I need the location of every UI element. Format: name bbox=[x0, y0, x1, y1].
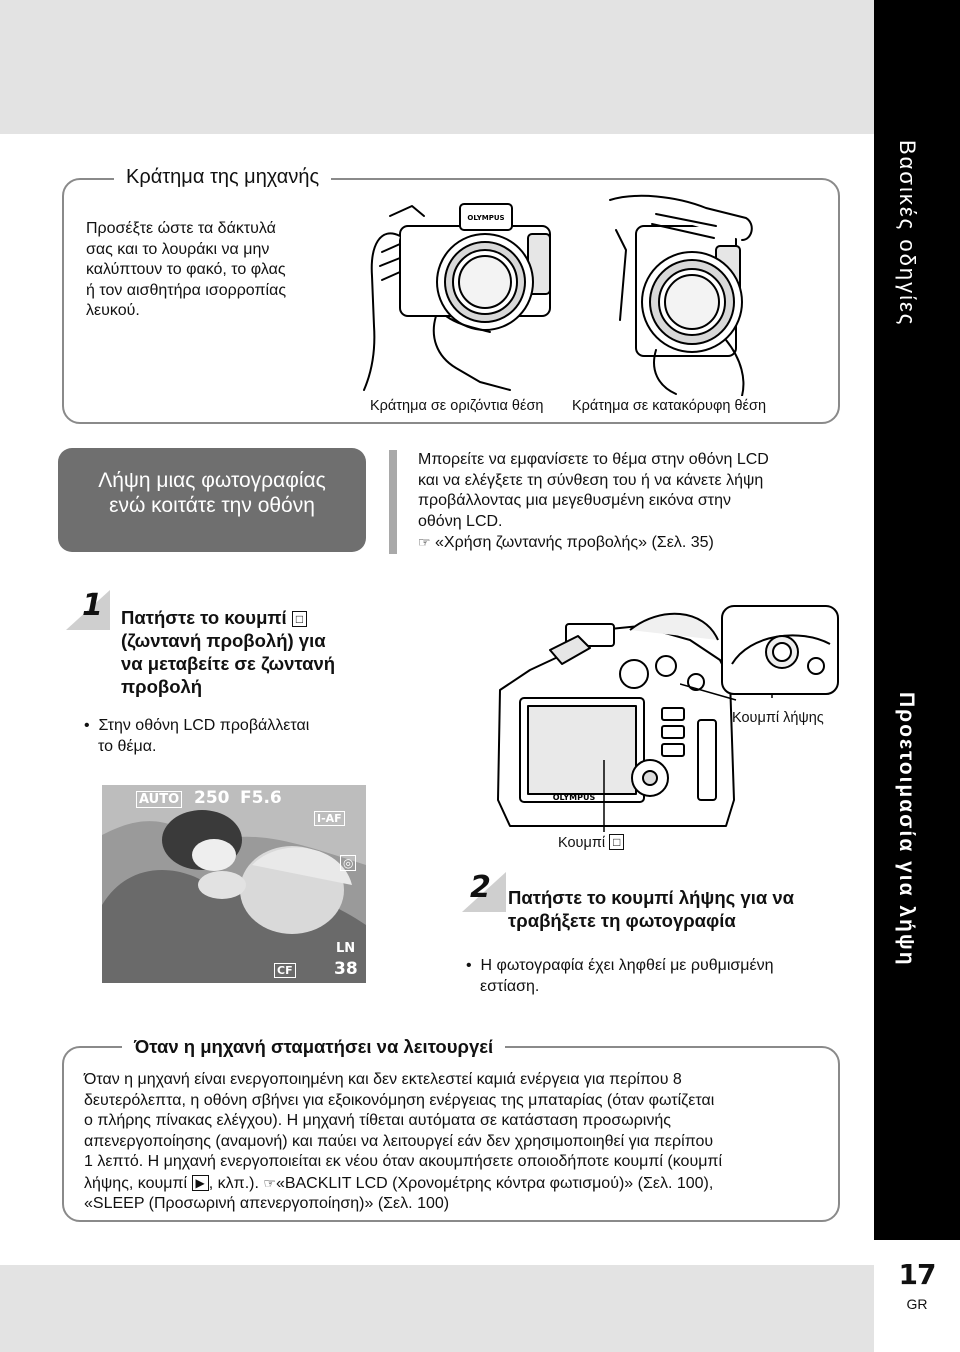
horizontal-grip-illustration bbox=[360, 196, 570, 392]
playback-button-icon: ▶ bbox=[192, 1175, 209, 1191]
lcd-metering-icon: ◎ bbox=[340, 855, 356, 871]
lcd-card: CF bbox=[274, 963, 296, 978]
live-view-heading: Λήψη μιας φωτογραφίας ενώ κοιτάτε την οθόνη bbox=[58, 448, 366, 552]
lcd-shutter: 250 bbox=[194, 788, 230, 808]
lcd-af: I-AF bbox=[314, 811, 345, 826]
lcd-mode: AUTO bbox=[136, 791, 182, 808]
step1-number: 1 bbox=[82, 588, 103, 623]
liveview-button-label: Κουμπί □ bbox=[558, 834, 624, 851]
step2-title: Πατήστε το κουμπί λήψης για να τραβήξετε τη φωτογραφία bbox=[508, 887, 795, 931]
live-view-button-icon: □ bbox=[609, 834, 624, 850]
caption-vertical: Κράτημα σε κατακόρυφη θέση bbox=[572, 398, 767, 414]
holding-text: Προσέξτε ώστε τα δάκτυλά σας και το λουράκι να μην καλύπτουν το φακό, το φλας ή τον αισθητήρα ισορροπίας λευκού. bbox=[86, 220, 287, 319]
live-view-button-icon: □ bbox=[292, 611, 307, 627]
side-tab-preparation[interactable]: Προετοιμασία για λήψη bbox=[895, 692, 918, 967]
backlit-ref[interactable]: «BACKLIT LCD (Χρονομέτρης κόντρα φωτισμού)» (Σελ. 100), bbox=[275, 1174, 714, 1192]
step1-title: Πατήστε το κουμπί □ (ζωντανή προβολή) για να μεταβείτε σε ζωντανή προβολή bbox=[121, 607, 336, 697]
lcd-aperture: F5.6 bbox=[240, 788, 282, 808]
reference-icon: ☞ bbox=[263, 1174, 276, 1191]
page-language: GR bbox=[906, 1296, 928, 1312]
live-view-text: Μπορείτε να εμφανίσετε το θέμα στην οθόνη LCD και να ελέγξετε τη σύνθεση του ή να κάνετε λήψη προβάλλοντας μια μεγεθυσμένη εικόνα στην οθόνη LCD. ☞ «Χρήση ζωντανής προβολής» (Σελ. 35) bbox=[418, 451, 769, 551]
top-band bbox=[0, 0, 874, 134]
step2-bullet: • Η φωτογραφία έχει ληφθεί με ρυθμισμένη εστίαση. bbox=[466, 957, 774, 995]
step1-bullet: • Στην οθόνη LCD προβάλλεται το θέμα. bbox=[84, 717, 310, 755]
reference-icon: ☞ bbox=[418, 534, 431, 550]
side-tab-basics[interactable]: Βασικές οδηγίες bbox=[895, 140, 920, 327]
svg-text:OLYMPUS: OLYMPUS bbox=[552, 793, 596, 802]
holding-title: Κράτημα της μηχανής bbox=[114, 166, 331, 189]
step2-number: 2 bbox=[470, 870, 491, 905]
page-number: 17 bbox=[898, 1258, 936, 1291]
lcd-live-view bbox=[102, 785, 366, 983]
stop-title: Όταν η μηχανή σταματήσει να λειτουργεί bbox=[122, 1036, 505, 1058]
vertical-grip-illustration bbox=[596, 190, 766, 396]
vertical-divider bbox=[389, 450, 397, 554]
sleep-ref[interactable]: «SLEEP (Προσωρινή απενεργοποίηση)» (Σελ. 100) bbox=[84, 1195, 450, 1212]
shutter-leader-line bbox=[680, 680, 740, 710]
lcd-count: 38 bbox=[334, 959, 358, 979]
lcd-quality: LN bbox=[336, 941, 356, 956]
svg-text:OLYMPUS: OLYMPUS bbox=[467, 214, 505, 222]
stop-text: Όταν η μηχανή είναι ενεργοποιημένη και δεν εκτελεστεί καμιά ενέργεια για περίπου 8 δευτερόλεπτα, η οθόνη σβήνει για εξοικονόμηση ενέργειας της μπαταρίας (όταν φωτίζεται ο πλήρης πίνακας ελέγχου). Η μηχανή τίθεται αυτόματα σε κατάσταση προσωρινής απενεργοποίησης (αναμονή) και παύει να λειτουργεί εάν δεν χρησιμοποιηθεί για περίπου 1 λεπτό. Η μηχανή ενεργοποιείται εκ νέου όταν ακουμπήσετε οποιοδήποτε κουμπί (κουμπί λήψης, κουμπί ▶ , κλπ.). ☞«BACKLIT LCD (Χρονομέτρης κόντρα φωτισμού)» (Σελ. 100), «SLEEP (Προσωρινή απενεργοποίηση)» (Σελ. 100) bbox=[84, 1070, 824, 1215]
shutter-button-label: Κουμπί λήψης bbox=[732, 710, 824, 726]
camera-back-illustration bbox=[490, 600, 750, 840]
live-view-ref[interactable]: «Χρήση ζωντανής προβολής» (Σελ. 35) bbox=[435, 534, 714, 551]
bottom-band bbox=[0, 1265, 874, 1352]
caption-horizontal: Κράτημα σε οριζόντια θέση bbox=[370, 398, 544, 414]
